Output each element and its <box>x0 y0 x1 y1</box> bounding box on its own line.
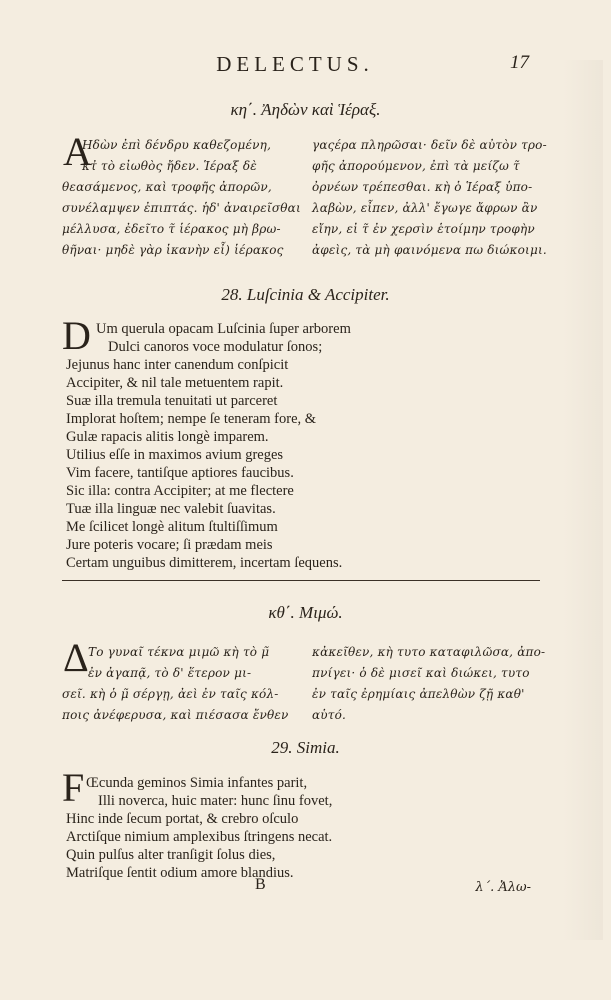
latin-verse-line: Tuæ illa linguæ nec valebit ſuavitas. <box>66 501 276 517</box>
fable-28-greek-dropcap: Α <box>63 129 92 174</box>
fable-29-latin-heading: 29. Simia. <box>271 738 340 757</box>
fable-29-greek-heading: κθ΄. Μιμώ. <box>268 603 343 622</box>
running-title: DELECTUS. <box>216 52 374 76</box>
latin-verse-line: Dulci canoros voce modulatur ſonos; <box>108 339 323 355</box>
greek-line: μέλλυσα, ἐδεῖτο τ̃ ἱέρακος μὴ βρω- <box>62 222 281 236</box>
fable-28-greek-right-column <box>312 135 547 261</box>
greek-line: Ηδὼν ἐπὶ δένδρυ καθεζομένη, <box>82 138 272 152</box>
greek-line: θῆναι· μηδὲ γὰρ ἱκανὴν εἶ) ἱέρακος <box>62 243 284 257</box>
fable-29-greek-left-column <box>88 642 269 684</box>
greek-line: ποις ἀνέφερυσα, καὶ πιέσασα ἔνθεν <box>62 708 289 722</box>
fable-28-latin-first-lines <box>96 320 351 356</box>
fable-28-latin-dropcap: D <box>62 313 91 358</box>
latin-verse-line: Accipiter, & nil tale metuentem rapit. <box>66 375 284 391</box>
running-header <box>0 52 611 82</box>
greek-line: εἴην, εἰ τ̃ ἐν χερσὶν ἑτοίμην τροφὴν <box>312 222 535 236</box>
latin-verse-line: Arctiſque nimium amplexibus ſtringens necat. <box>66 829 333 845</box>
fable-28-latin-heading: 28. Luſcinia & Accipiter. <box>221 285 390 304</box>
fable-28-greek-left-column-cont <box>62 177 301 261</box>
greek-line: γαςέρα πληρῶσαι· δεῖν δὲ αὐτὸν τρο- <box>312 138 547 152</box>
greek-line: κἀκεῖθεν, κὴ τυτο καταφιλῶσα, ἀπο- <box>312 645 546 659</box>
latin-verse-line: Me ſcilicet longè alitum ſtultiſſimum <box>66 519 278 535</box>
latin-verse-line: Hinc inde ſecum portat, & crebro oſculo <box>66 811 299 827</box>
latin-verse-line: Gulæ rapacis alitis longè imparem. <box>66 429 269 445</box>
greek-line: συνέλαμψεν ἐπιπτάς. ἡδ' ἀναιρεῖσθαι <box>62 201 301 215</box>
latin-verse-line: Vim facere, tantiſque aptiores faucibus. <box>66 465 294 481</box>
greek-line: λαβὼν, εἶπεν, ἀλλ' ἔγωγε ἄφρων ἂν <box>312 201 538 215</box>
fable-29-greek-right-column <box>312 642 545 726</box>
fable-29-greek-dropcap: Δ <box>63 635 89 680</box>
greek-line: κτ̓ τὸ εἰωθὸς ἤδεν. Ἱέραξ δὲ <box>82 159 257 173</box>
latin-verse-line: Certam unguibus dimitterem, incertam ſequens. <box>66 555 343 571</box>
greek-line: ἀφεὶς, τὰ μὴ φαινόμενα πω διώκοιμι. <box>312 243 547 257</box>
page-number: 17 <box>510 52 529 73</box>
fable-28-greek-left-column <box>82 135 271 177</box>
latin-verse-line: Quin pulſus alter tranſigit ſolus dies, <box>66 847 276 863</box>
fable-28-greek-heading: κη΄. Ἀηδὼν καὶ Ἱέραξ. <box>230 100 381 119</box>
latin-verse-line: Implorat hoſtem; nempe ſe teneram fore, & <box>66 411 317 427</box>
bleed-through-shadow <box>563 60 603 940</box>
latin-verse-line: Sic illa: contra Accipiter; at me flectere <box>66 483 294 499</box>
fable-29-greek-left-column-cont <box>62 684 289 726</box>
greek-line: ἐν ταῖς ἐρημίαις ἀπελθὼν ζῇ καθ' <box>312 687 525 701</box>
latin-verse-line: Illi noverca, huic mater: hunc ſinu fovet, <box>98 793 333 809</box>
greek-line: πνίγει· ὁ δὲ μισεῖ καὶ διώκει, τυτο <box>312 666 530 680</box>
greek-line: ὀρνέων τρέπεσθαι. κὴ ὁ Ἱέραξ ὑπο- <box>312 180 533 194</box>
greek-line: ἐν ἀγαπᾷ, τὸ δ' ἕτερον μι- <box>88 666 252 680</box>
greek-line: φῆς ἀπορούμενον, ἐπὶ τὰ μείζω τ̃ <box>312 159 520 173</box>
greek-line: θεασάμενος, καὶ τροφῆς ἀπορῶν, <box>62 180 272 194</box>
greek-line: Το γυναῖ τέκνα μιμῶ κὴ τὸ μ̃ <box>88 645 270 659</box>
fable-29-latin-verse <box>66 810 332 882</box>
greek-line: αὑτό. <box>312 708 347 722</box>
latin-verse-line: Jure poteris vocare; ſi prædam meis <box>66 537 273 553</box>
fable-29-latin-first-lines <box>86 774 332 810</box>
latin-verse-line: Œcunda geminos Simia infantes parit, <box>86 775 308 791</box>
greek-line: σεῖ. κὴ ὁ μ̃ σέργῃ, ἀεὶ ἐν ταῖς κόλ- <box>62 687 279 701</box>
latin-verse-line: Matriſque ſentit odium amore blandius. <box>66 865 294 881</box>
latin-verse-line: Um querula opacam Luſcinia ſuper arborem <box>96 321 351 337</box>
latin-verse-line: Suæ illa tremula tenuitati ut parceret <box>66 393 278 409</box>
signature-mark: B <box>255 876 266 893</box>
latin-verse-line: Jejunus hanc inter canendum conſpicit <box>66 357 289 373</box>
fable-29-latin-dropcap: F <box>62 765 85 810</box>
section-divider-rule <box>62 580 540 581</box>
latin-verse-line: Utilius eſſe in maximos avium greges <box>66 447 284 463</box>
catchword: λ΄. Ἀλω- <box>475 880 531 895</box>
fable-28-latin-verse <box>66 356 342 572</box>
